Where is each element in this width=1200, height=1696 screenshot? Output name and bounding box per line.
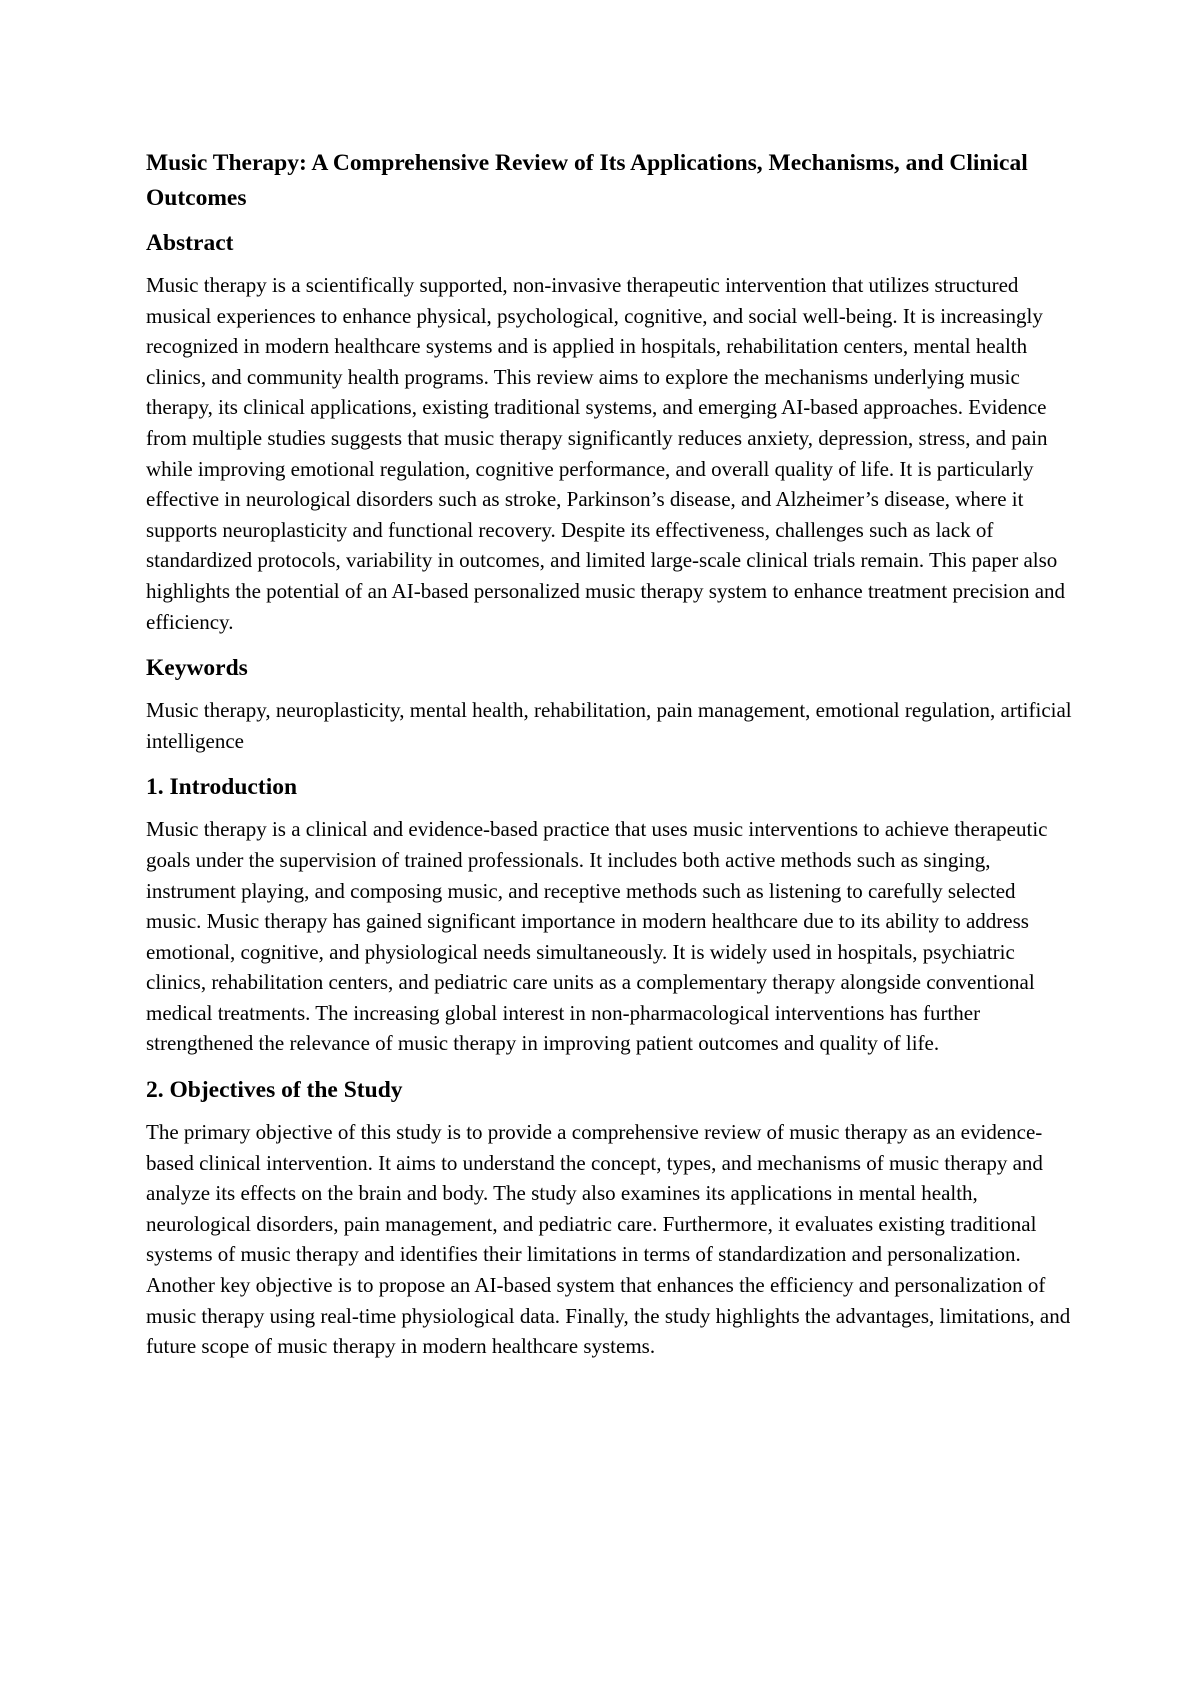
document-page [146, 146, 1076, 1378]
introduction-heading: 1. Introduction [146, 774, 298, 801]
abstract-heading: Abstract [146, 230, 234, 256]
keywords-heading: Keywords [146, 655, 248, 682]
keywords-section [146, 653, 1076, 756]
objectives-heading: 2. Objectives of the Study [146, 1077, 403, 1104]
introduction-section [146, 772, 1076, 1059]
objectives-text: The primary objective of this study is to provide a comprehensive review of music therapy as an evidence-based clinical intervention. It aims to understand the concept, types, and mechanisms of music therapy and analyze its effects on the brain and body. The study also examines its applications in mental health, neurological disorders, pain management, and pediatric care. Furthermore, it evaluates existing traditional systems of music therapy and identifies their limitations in terms of standardization and personalization. Another key objective is to propose an AI-based system that enhances the efficiency and personalization of music therapy using real-time physiological data. Finally, the study highlights the advantages, limitations, and future scope of music therapy in modern healthcare systems. [146, 1120, 1071, 1359]
abstract-text: Music therapy is a scientifically supported, non-invasive therapeutic intervention that utilizes structured musical experiences to enhance physical, psychological, cognitive, and social well-being. It is increasingly recognized in modern healthcare systems and is applied in hospitals, rehabilitation centers, mental health clinics, and community health programs. This review aims to explore the mechanisms underlying music therapy, its clinical applications, existing traditional systems, and emerging AI-based approaches. Evidence from multiple studies suggests that music therapy significantly reduces anxiety, depression, stress, and pain while improving emotional regulation, cognitive performance, and overall quality of life. It is particularly effective in neurological disorders such as stroke, Parkinson’s disease, and Alzheimer’s disease, where it supports neuroplasticity and functional recovery. Despite its effectiveness, challenges such as lack of standardized protocols, variability in outcomes, and limited large-scale clinical trials remain. This paper also highlights the potential of an AI-based personalized music therapy system to enhance treatment precision and efficiency. [146, 273, 1066, 634]
objectives-section [146, 1075, 1076, 1362]
introduction-text: Music therapy is a clinical and evidence-based practice that uses music interventions to achieve therapeutic goals under the supervision of trained professionals. It includes both active methods such as singing, instrument playing, and composing music, and receptive methods such as listening to carefully selected music. Music therapy has gained significant importance in modern healthcare due to its ability to address emotional, cognitive, and physiological needs simultaneously. It is widely used in hospitals, psychiatric clinics, rehabilitation centers, and pediatric care units as a complementary therapy alongside conventional medical treatments. The increasing global interest in non-pharmacological interventions has further strengthened the relevance of music therapy in improving patient outcomes and quality of life. [146, 817, 1048, 1056]
paper-title: Music Therapy: A Comprehensive Review of Its Applications, Mechanisms, and Clinical Outcomes [146, 150, 1028, 211]
abstract-section [146, 228, 1076, 637]
keywords-text: Music therapy, neuroplasticity, mental health, rehabilitation, pain management, emotional regulation, artificial intelligence [146, 698, 1072, 753]
